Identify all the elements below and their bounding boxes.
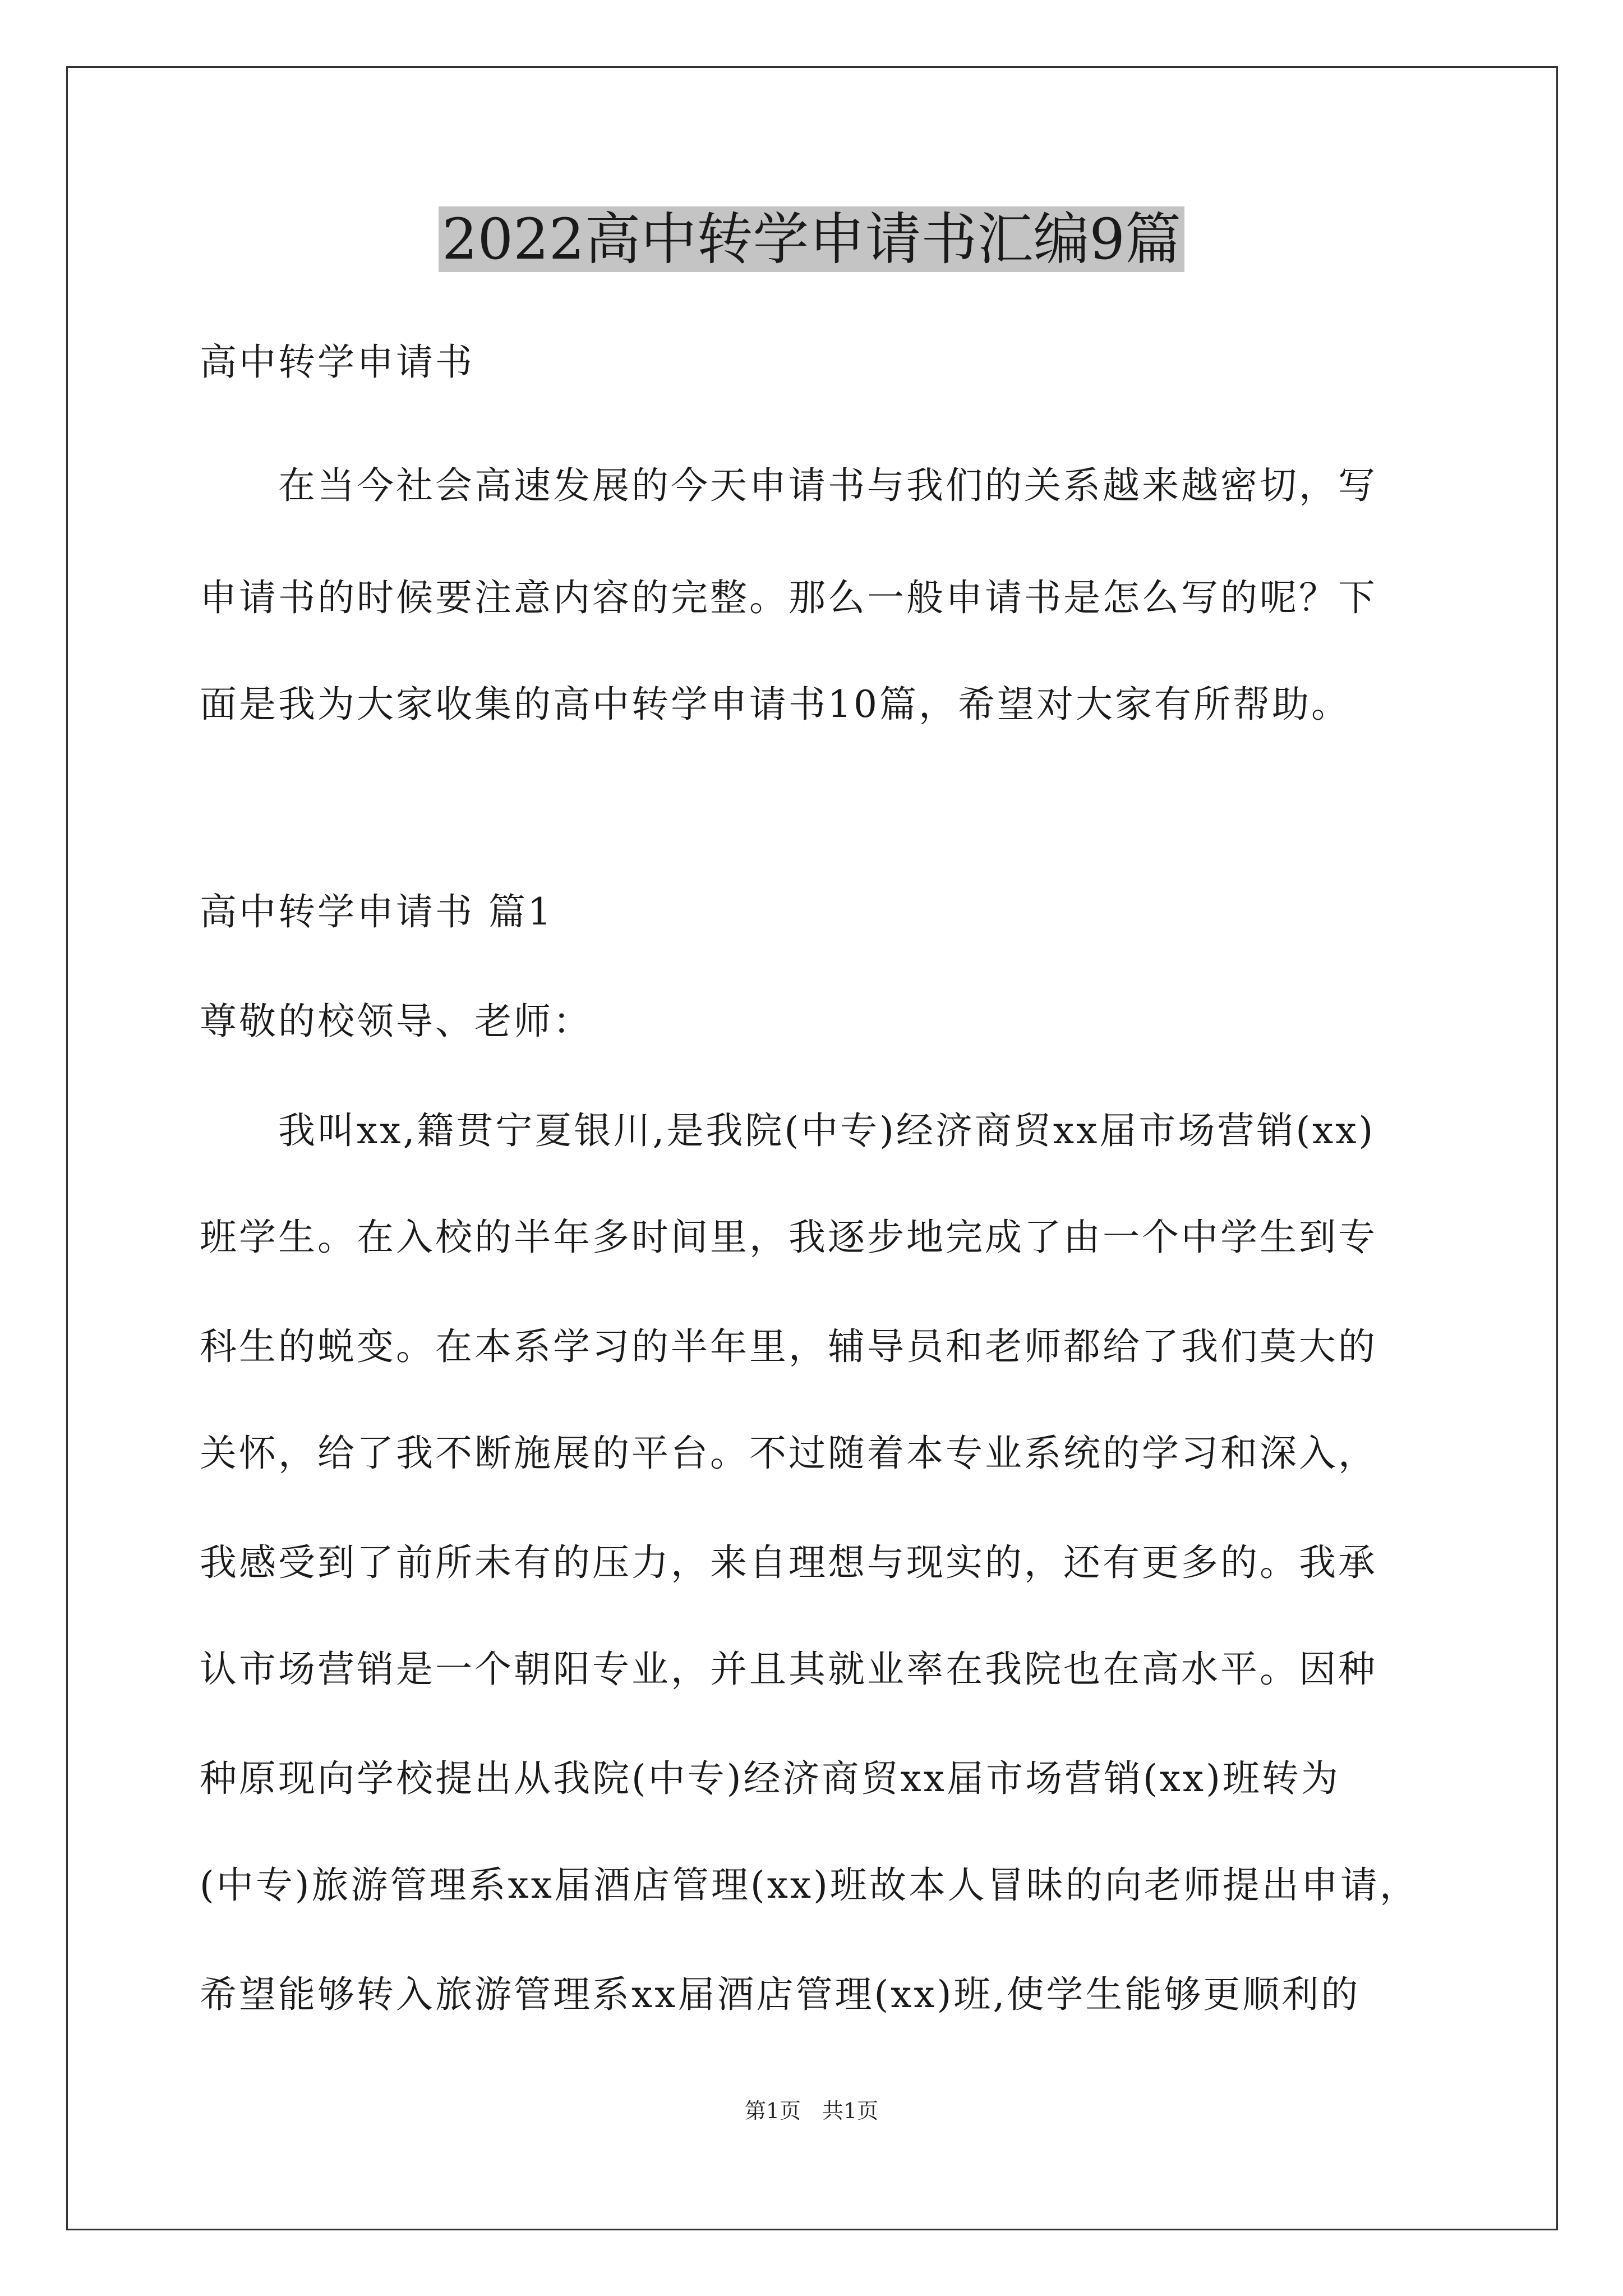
section-heading: 高中转学申请书 篇1 [200,890,554,933]
paragraph-line: 种原现向学校提出从我院(中专)经济商贸xx届市场营销(xx)班转为 [200,1757,1340,1800]
paragraph-line: 我叫xx,籍贯宁夏银川,是我院(中专)经济商贸xx届市场营销(xx) [200,1109,1376,1152]
paragraph-line: (中专)旅游管理系xx届酒店管理(xx)班故本人冒昧的向老师提出申请， [200,1864,1419,1907]
paragraph-line: 科生的蜕变。在本系学习的半年里，辅导员和老师都给了我们莫大的 [200,1325,1377,1368]
salutation: 尊敬的校领导、老师： [200,1000,592,1043]
paragraph-line: 班学生。在入校的半年多时间里，我逐步地完成了由一个中学生到专 [200,1216,1377,1259]
paragraph-line: 希望能够转入旅游管理系xx届酒店管理(xx)班,使学生能够更顺利的 [200,1973,1361,2016]
paragraph-line: 面是我为大家收集的高中转学申请书10篇，希望对大家有所帮助。 [200,683,1350,726]
section-heading: 高中转学申请书 [200,341,474,384]
paragraph-line: 关怀，给了我不断施展的平台。不过随着本专业系统的学习和深入， [200,1432,1377,1475]
page-footer: 第1页 共1页 [744,2099,879,2123]
paragraph-line: 在当今社会高速发展的今天申请书与我们的关系越来越密切，写 [200,464,1377,507]
paragraph-line: 我感受到了前所未有的压力，来自理想与现实的，还有更多的。我承 [200,1541,1377,1584]
paragraph-line: 认市场营销是一个朝阳专业，并且其就业率在我院也在高水平。因种 [200,1648,1377,1691]
paragraph-line: 申请书的时候要注意内容的完整。那么一般申请书是怎么写的呢？下 [200,576,1377,619]
document-title-text: 2022高中转学申请书汇编9篇 [439,206,1184,272]
document-title [0,197,1623,282]
